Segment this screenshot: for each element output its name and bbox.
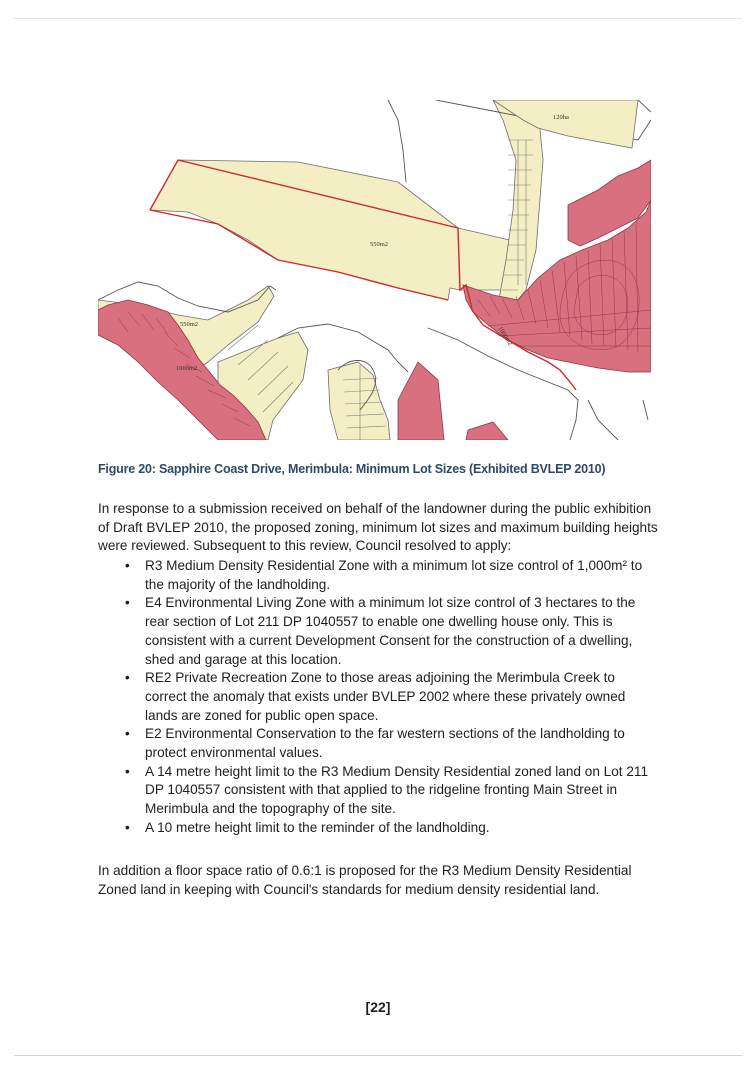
list-item-text: E2 Environmental Conservation to the far western sections of the landholding to protect environmental values. bbox=[145, 726, 625, 761]
bullet-icon: • bbox=[125, 819, 130, 835]
list-item bbox=[98, 725, 658, 762]
bullet-icon: • bbox=[125, 670, 130, 686]
map-label-1000m2-east: 1000m2 bbox=[496, 325, 514, 348]
list-item-text: R3 Medium Density Residential Zone with a minimum lot size control of 1,000m² to the majority of the landholding. bbox=[145, 558, 643, 592]
bottom-rule bbox=[14, 1055, 742, 1056]
intro-paragraph: In response to a submission received on behalf of the landowner during the public exhibition of Draft BVLEP 2010, the proposed zoning, minimum lot sizes and maximum building heights were reviewed. Subsequent to this review, Council resolved to apply: bbox=[98, 501, 658, 554]
bullet-icon: • bbox=[125, 558, 130, 573]
list-item-text: RE2 Private Recreation Zone to those areas adjoining the Merimbula Creek to correct the anomaly that exists under BVLEP 2002 where these privately owned lands are zoned for public open space. bbox=[145, 670, 626, 723]
list-item bbox=[98, 819, 658, 838]
resolution-list bbox=[98, 557, 658, 838]
list-item-text: E4 Environmental Living Zone with a minimum lot size control of 3 hectares to the rear section of Lot 211 DP 1040557 to enable one dwelling house only. This is consistent with a current Development Consent for the construction of a dwelling, shed and garage at this location. bbox=[145, 595, 636, 667]
list-item bbox=[98, 669, 658, 725]
list-item bbox=[98, 594, 658, 669]
list-item-text: A 14 metre height limit to the R3 Medium Density Residential zoned land on Lot 211 DP 1040557 consistent with that applied to the ridgeline fronting Main Street in Merimbula and the topography of the site. bbox=[145, 763, 649, 817]
map-label-550m2-north: 550m2 bbox=[370, 241, 389, 248]
map-label-120ha: 120ha bbox=[553, 114, 569, 121]
bullet-icon: • bbox=[125, 595, 130, 611]
map-label-550m2-west: 550m2 bbox=[180, 321, 199, 328]
list-item-text: A 10 metre height limit to the reminder of the landholding. bbox=[145, 819, 490, 835]
zoning-map bbox=[98, 100, 651, 440]
bullet-icon: • bbox=[125, 726, 130, 742]
map-label-1000m2-west: 1000m2 bbox=[176, 365, 198, 372]
top-rule bbox=[14, 18, 742, 19]
bullet-icon: • bbox=[125, 763, 130, 779]
list-item bbox=[98, 763, 658, 819]
list-item bbox=[98, 557, 658, 594]
page-number: [22] bbox=[365, 999, 391, 1015]
figure-caption: Figure 20: Sapphire Coast Drive, Merimbula: Minimum Lot Sizes (Exhibited BVLEP 2010) bbox=[98, 462, 606, 476]
rural-zones bbox=[98, 100, 543, 440]
closing-paragraph: In addition a floor space ratio of 0.6:1 is proposed for the R3 Medium Density Residential Zoned land in keeping with Council's standards for medium density residential land. bbox=[98, 863, 632, 897]
